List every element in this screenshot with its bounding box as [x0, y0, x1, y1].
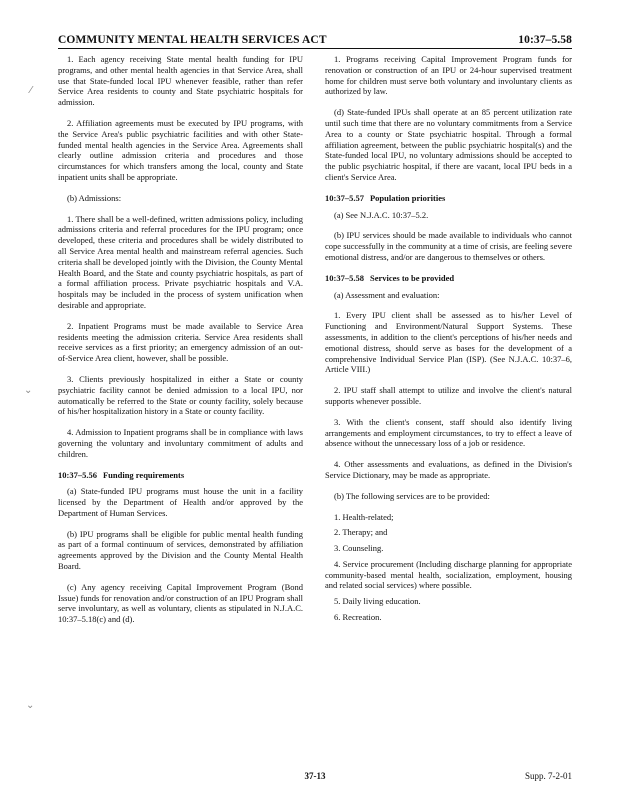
paragraph: 1. Programs receiving Capital Improvement Program funds for renovation or construction of an IPU or 24-hour supervised treatment home for children must serve both voluntary and involuntary clients as authorized by law.: [325, 54, 572, 97]
left-column: [58, 54, 303, 635]
paragraph: 1. Each agency receiving State mental health funding for IPU programs, and other mental health agencies in that Service Area, shall use that State-funded local IPU whenever feasible, rather than refer Service Area residents to county and State psychiatric hospitals for admission.: [58, 54, 303, 108]
list-item: 2. Therapy; and: [334, 527, 388, 538]
list-item: 1. Health-related;: [334, 511, 394, 522]
header-title: COMMUNITY MENTAL HEALTH SERVICES ACT: [58, 34, 327, 46]
list-item: 3. Counseling.: [334, 543, 384, 554]
paragraph: (b) Admissions:: [67, 192, 122, 203]
scan-mark-icon: ⌄: [26, 700, 35, 711]
section-title: Population priorities: [369, 192, 446, 203]
running-header: [58, 30, 572, 49]
supplement-date: Supp. 7-2-01: [525, 771, 572, 781]
header-section: 10:37–5.58: [518, 34, 572, 46]
paragraph: 2. Affiliation agreements must be executed by IPU programs, with the Service Area's public psychiatric facilities and with other State-funded mental health agencies in the Service Area. Agreements shall clearly outline admission criteria and procedures and those circumstances for which transfers among the local, county and State inpatient units shall be appropriate.: [58, 117, 303, 182]
paragraph: (a) State-funded IPU programs must house the unit in a facility licensed by the Department of Health and/or approved by the Department of Human Services.: [58, 486, 303, 518]
paragraph: (c) Any agency receiving Capital Improvement Program (Bond Issue) funds for renovation and/or construction of an IPU Program shall serve involuntary, as well as voluntary, clients as stipulated in N.J.A.C. 10:37–5.18(c) and (d).: [58, 581, 303, 625]
section-title: Services to be provided: [369, 272, 455, 283]
paragraph: 1. There shall be a well-defined, written admissions policy, including admissions criteria and referral procedures for the IPU program; once developed, these criteria and procedures shall be widely distributed to all Service Area mental health and mainstream referral agencies. Such criteria shall be developed jointly with the Division, the County Mental Health Board, and the State and county psychiatric hospitals, as part of a formal affiliation process. Private psychiatric hospitals and V.A. hospitals may be included in the process of system unification when desirable and appropriate.: [58, 213, 303, 310]
paragraph: (a) Assessment and evaluation:: [334, 289, 440, 300]
section-heading-5-57: [325, 193, 572, 204]
paragraph: (a) See N.J.A.C. 10:37–5.2.: [334, 209, 429, 220]
paragraph: (b) IPU programs shall be eligible for public mental health funding as part of a formal continuum of services, demonstrated by affiliation agreements approved by the Division and the County Mental Health Board.: [58, 528, 303, 572]
list-item: 6. Recreation.: [334, 612, 382, 623]
section-heading-5-58: [325, 273, 572, 284]
section-number: 10:37–5.58: [325, 272, 364, 283]
section-number: 10:37–5.56: [58, 469, 97, 480]
section-title: Funding requirements: [102, 469, 185, 480]
page-number: 37-13: [304, 771, 326, 781]
paragraph: 4. Other assessments and evaluations, as defined in the Division's Service Dictionary, may be made as appropriate.: [325, 459, 572, 480]
paragraph: 1. Every IPU client shall be assessed as to his/her Level of Functioning and Environment/Natural Support Systems. These assessments, in addition to the client's perceptions of his/her needs and emotional distress, should serve as bases for the development of a comprehensive Individual Service Plan (ISP). (See N.J.A.C. 10:37–6, Article VIII.): [325, 310, 572, 375]
paragraph: (d) State-funded IPUs shall operate at an 85 percent utilization rate until such time that there are no voluntary commitments from a Service Area to a county or State psychiatric hospital. Through a formal affiliation agreement, between the public psychiatric hospital(s) and the State-funded local IPU, no voluntary admissions should be accepted to the public psychiatric hospital, if there are vacant, local IPU beds in a client's Service Area.: [325, 107, 572, 182]
paragraph: 4. Admission to Inpatient programs shall be in compliance with laws governing the voluntary and involuntary commitment of adults and children.: [58, 427, 303, 459]
scan-mark-icon: ⁄: [30, 85, 32, 96]
paragraph: 3. Clients previously hospitalized in either a State or county psychiatric facility cannot be denied admission to a local IPU, nor automatically be referred to the State or county facility, solely because of his/her hospitalization history in a State or county facility.: [58, 373, 303, 417]
list-item: 5. Daily living education.: [334, 596, 421, 607]
paragraph: 2. IPU staff shall attempt to utilize and involve the client's natural supports whenever possible.: [325, 385, 572, 406]
paragraph: 2. Inpatient Programs must be made available to Service Area residents meeting the admission criteria. Service Area residents shall receive services as a first priority; an emergency admission of an out-of-Service Area client, however, shall be possible.: [58, 320, 303, 364]
paragraph: (b) The following services are to be provided:: [334, 490, 490, 501]
list-item: 4. Service procurement (Including discharge planning for appropriate community-based mental health, socialization, employment, housing and related social services) where possible.: [325, 558, 572, 591]
scan-mark-icon: ⌄: [24, 385, 33, 396]
right-column: [325, 54, 572, 628]
section-number: 10:37–5.57: [325, 192, 364, 203]
section-heading-5-56: [58, 470, 303, 481]
paragraph: (b) IPU services should be made available to individuals who cannot cope successfully in the community at a time of crisis, are feeling severe emotional distress, and/or are dangerous to themselves or others.: [325, 230, 572, 262]
paragraph: 3. With the client's consent, staff should also identify living arrangements and employment circumstances, to try to effect a leave of absence without the unnecessary loss of a job or residence.: [325, 416, 572, 449]
